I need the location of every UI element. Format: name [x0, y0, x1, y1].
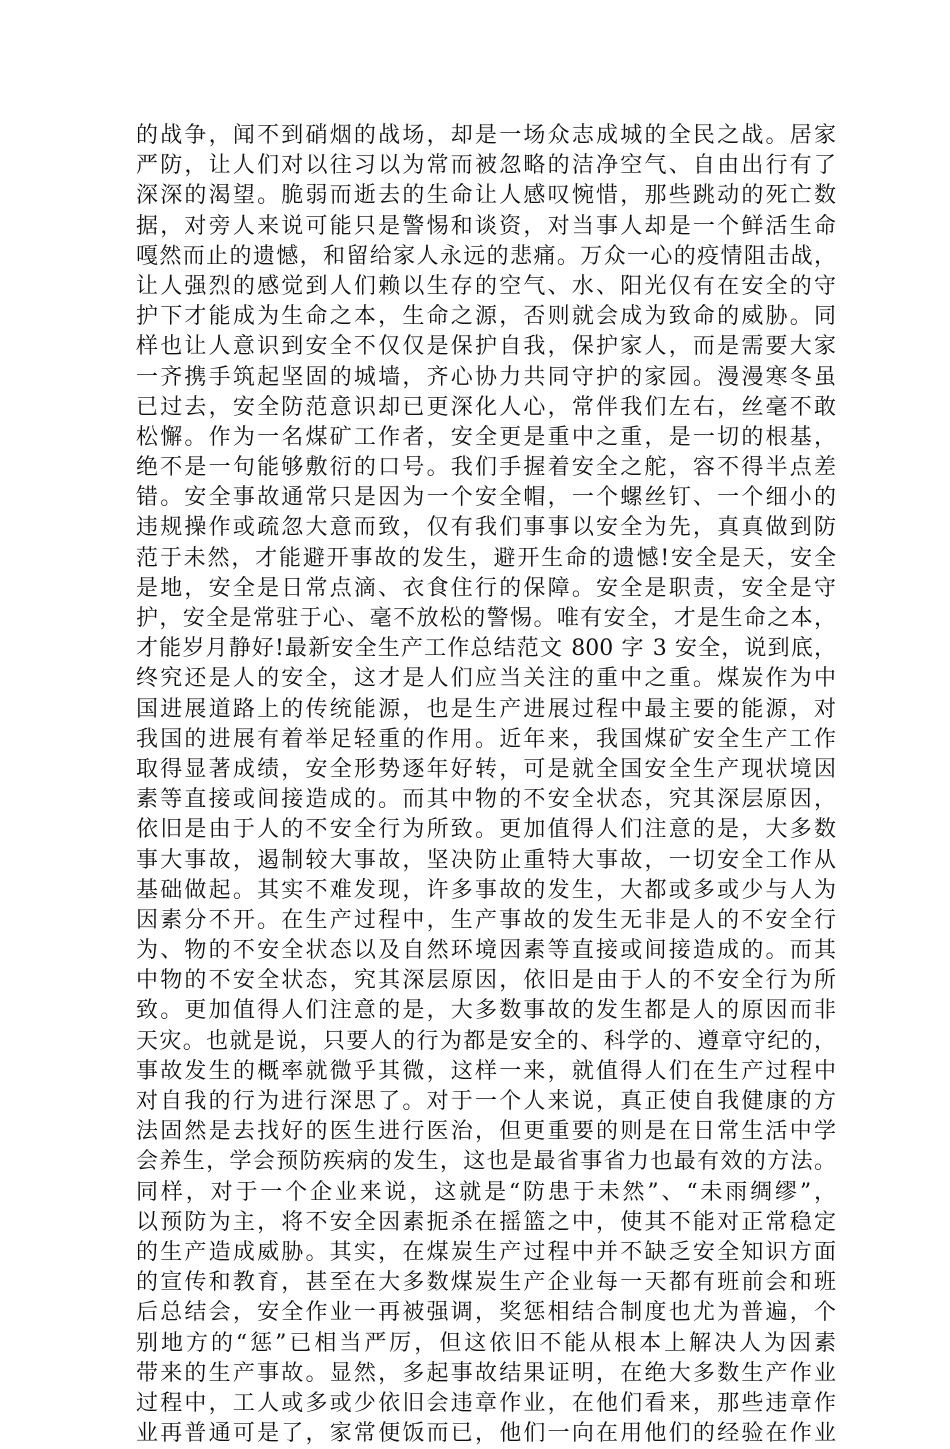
- text-line: 因素分不开。在生产过程中，生产事故的发生无非是人的不安全行: [136, 907, 836, 933]
- text-line: 让人强烈的感觉到人们赖以生存的空气、水、阳光仅有在安全的守: [136, 273, 836, 299]
- text-line: 错。安全事故通常只是因为一个安全帽，一个螺丝钉、一个细小的: [136, 485, 836, 511]
- text-line: 是地，安全是日常点滴、衣食住行的保障。安全是职责，安全是守: [136, 575, 836, 601]
- text-line: 严防，让人们对以往习以为常而被忽略的洁净空气、自由出行有了: [136, 153, 836, 179]
- text-line: 素等直接或间接造成的。而其中物的不安全状态，究其深层原因，: [136, 787, 836, 813]
- text-line: 的宣传和教育，甚至在大多数煤炭生产企业每一天都有班前会和班: [136, 1270, 836, 1296]
- text-line: 松懈。作为一名煤矿工作者，安全更是重中之重，是一切的根基，: [136, 424, 836, 450]
- text-line: 据，对旁人来说可能只是警惕和谈资，对当事人却是一个鲜活生命: [136, 213, 836, 239]
- text-line: 一齐携手筑起坚固的城墙，齐心协力共同守护的家园。漫漫寒冬虽: [136, 364, 836, 390]
- text-line: 终究还是人的安全，这才是人们应当关注的重中之重。煤炭作为中: [136, 666, 836, 692]
- text-line: 中物的不安全状态，究其深层原因，依旧是由于人的不安全行为所: [136, 968, 836, 994]
- text-line: 的生产造成威胁。其实，在煤炭生产过程中并不缺乏安全知识方面: [136, 1239, 836, 1265]
- text-line: 会养生，学会预防疾病的发生，这也是最省事省力也最有效的方法。: [136, 1149, 836, 1175]
- text-line: 的战争，闻不到硝烟的战场，却是一场众志成城的全民之战。居家: [136, 123, 836, 148]
- text-line: 过程中，工人或多或少依旧会违章作业，在他们看来，那些违章作: [136, 1390, 836, 1416]
- text-line: 才能岁月静好!最新安全生产工作总结范文 800 字 3 安全，说到底，: [136, 636, 836, 662]
- text-line: 深深的渴望。脆弱而逝去的生命让人感叹惋惜，那些跳动的死亡数: [136, 183, 836, 209]
- text-line: 我国的进展有着举足轻重的作用。近年来，我国煤矿安全生产工作: [136, 726, 836, 752]
- text-line: 违规操作或疏忽大意而致，仅有我们事事以安全为先，真真做到防: [136, 515, 836, 541]
- text-line: 带来的生产事故。显然，多起事故结果证明，在绝大多数生产作业: [136, 1360, 836, 1386]
- text-line: 国进展道路上的传统能源，也是生产进展过程中最主要的能源，对: [136, 696, 836, 722]
- text-line: 对自我的行为进行深思了。对于一个人来说，真正使自我健康的方: [136, 1089, 836, 1114]
- text-line: 法固然是去找好的医生进行医治，但更重要的则是在日常生活中学: [136, 1119, 836, 1145]
- text-line: 天灾。也就是说，只要人的行为都是安全的、科学的、遵章守纪的，: [136, 1028, 836, 1054]
- text-line: 事故发生的概率就微乎其微，这样一来，就值得人们在生产过程中: [136, 1058, 836, 1084]
- text-line: 同样，对于一个企业来说，这就是“防患于未然”、“未雨绸缪”，: [136, 1179, 836, 1205]
- text-line: 为、物的不安全状态以及自然环境因素等直接或间接造成的。而其: [136, 938, 836, 964]
- text-line: 已过去，安全防范意识却已更深化人心，常伴我们左右，丝毫不敢: [136, 394, 836, 420]
- text-line: 样也让人意识到安全不仅仅是保护自我，保护家人，而是需要大家: [136, 334, 836, 360]
- text-line: 别地方的“惩”已相当严厉，但这依旧不能从根本上解决人为因素: [136, 1330, 836, 1356]
- text-line: 取得显著成绩，安全形势逐年好转，可是就全国安全生产现状境因: [136, 756, 836, 782]
- text-line: 绝不是一句能够敷衍的口号。我们手握着安全之舵，容不得半点差: [136, 455, 836, 481]
- text-line: 致。更加值得人们注意的是，大多数事故的发生都是人的原因而非: [136, 998, 836, 1024]
- text-line: 嘎然而止的遗憾，和留给家人永远的悲痛。万众一心的疫情阻击战，: [136, 243, 836, 269]
- text-line: 以预防为主，将不安全因素扼杀在摇篮之中，使其不能对正常稳定: [136, 1209, 836, 1235]
- text-line: 业再普通可是了，家常便饭而已，他们一向在用他们的经验在作业: [136, 1421, 836, 1447]
- text-line: 后总结会，安全作业一再被强调，奖惩相结合制度也尤为普遍，个: [136, 1300, 836, 1326]
- text-line: 事大事故，遏制较大事故，坚决防止重特大事故，一切安全工作从: [136, 847, 836, 873]
- text-line: 依旧是由于人的不安全行为所致。更加值得人们注意的是，大多数: [136, 817, 836, 843]
- text-line: 基础做起。其实不难发现，许多事故的发生，大都或多或少与人为: [136, 877, 836, 903]
- text-line: 护下才能成为生命之本，生命之源，否则就会成为致命的威胁。同: [136, 304, 836, 330]
- text-line: 范于未然，才能避开事故的发生，避开生命的遗憾!安全是天，安全: [136, 545, 836, 571]
- text-line: 护，安全是常驻于心、毫不放松的警惕。唯有安全，才是生命之本，: [136, 606, 836, 631]
- body-text: [136, 121, 836, 1449]
